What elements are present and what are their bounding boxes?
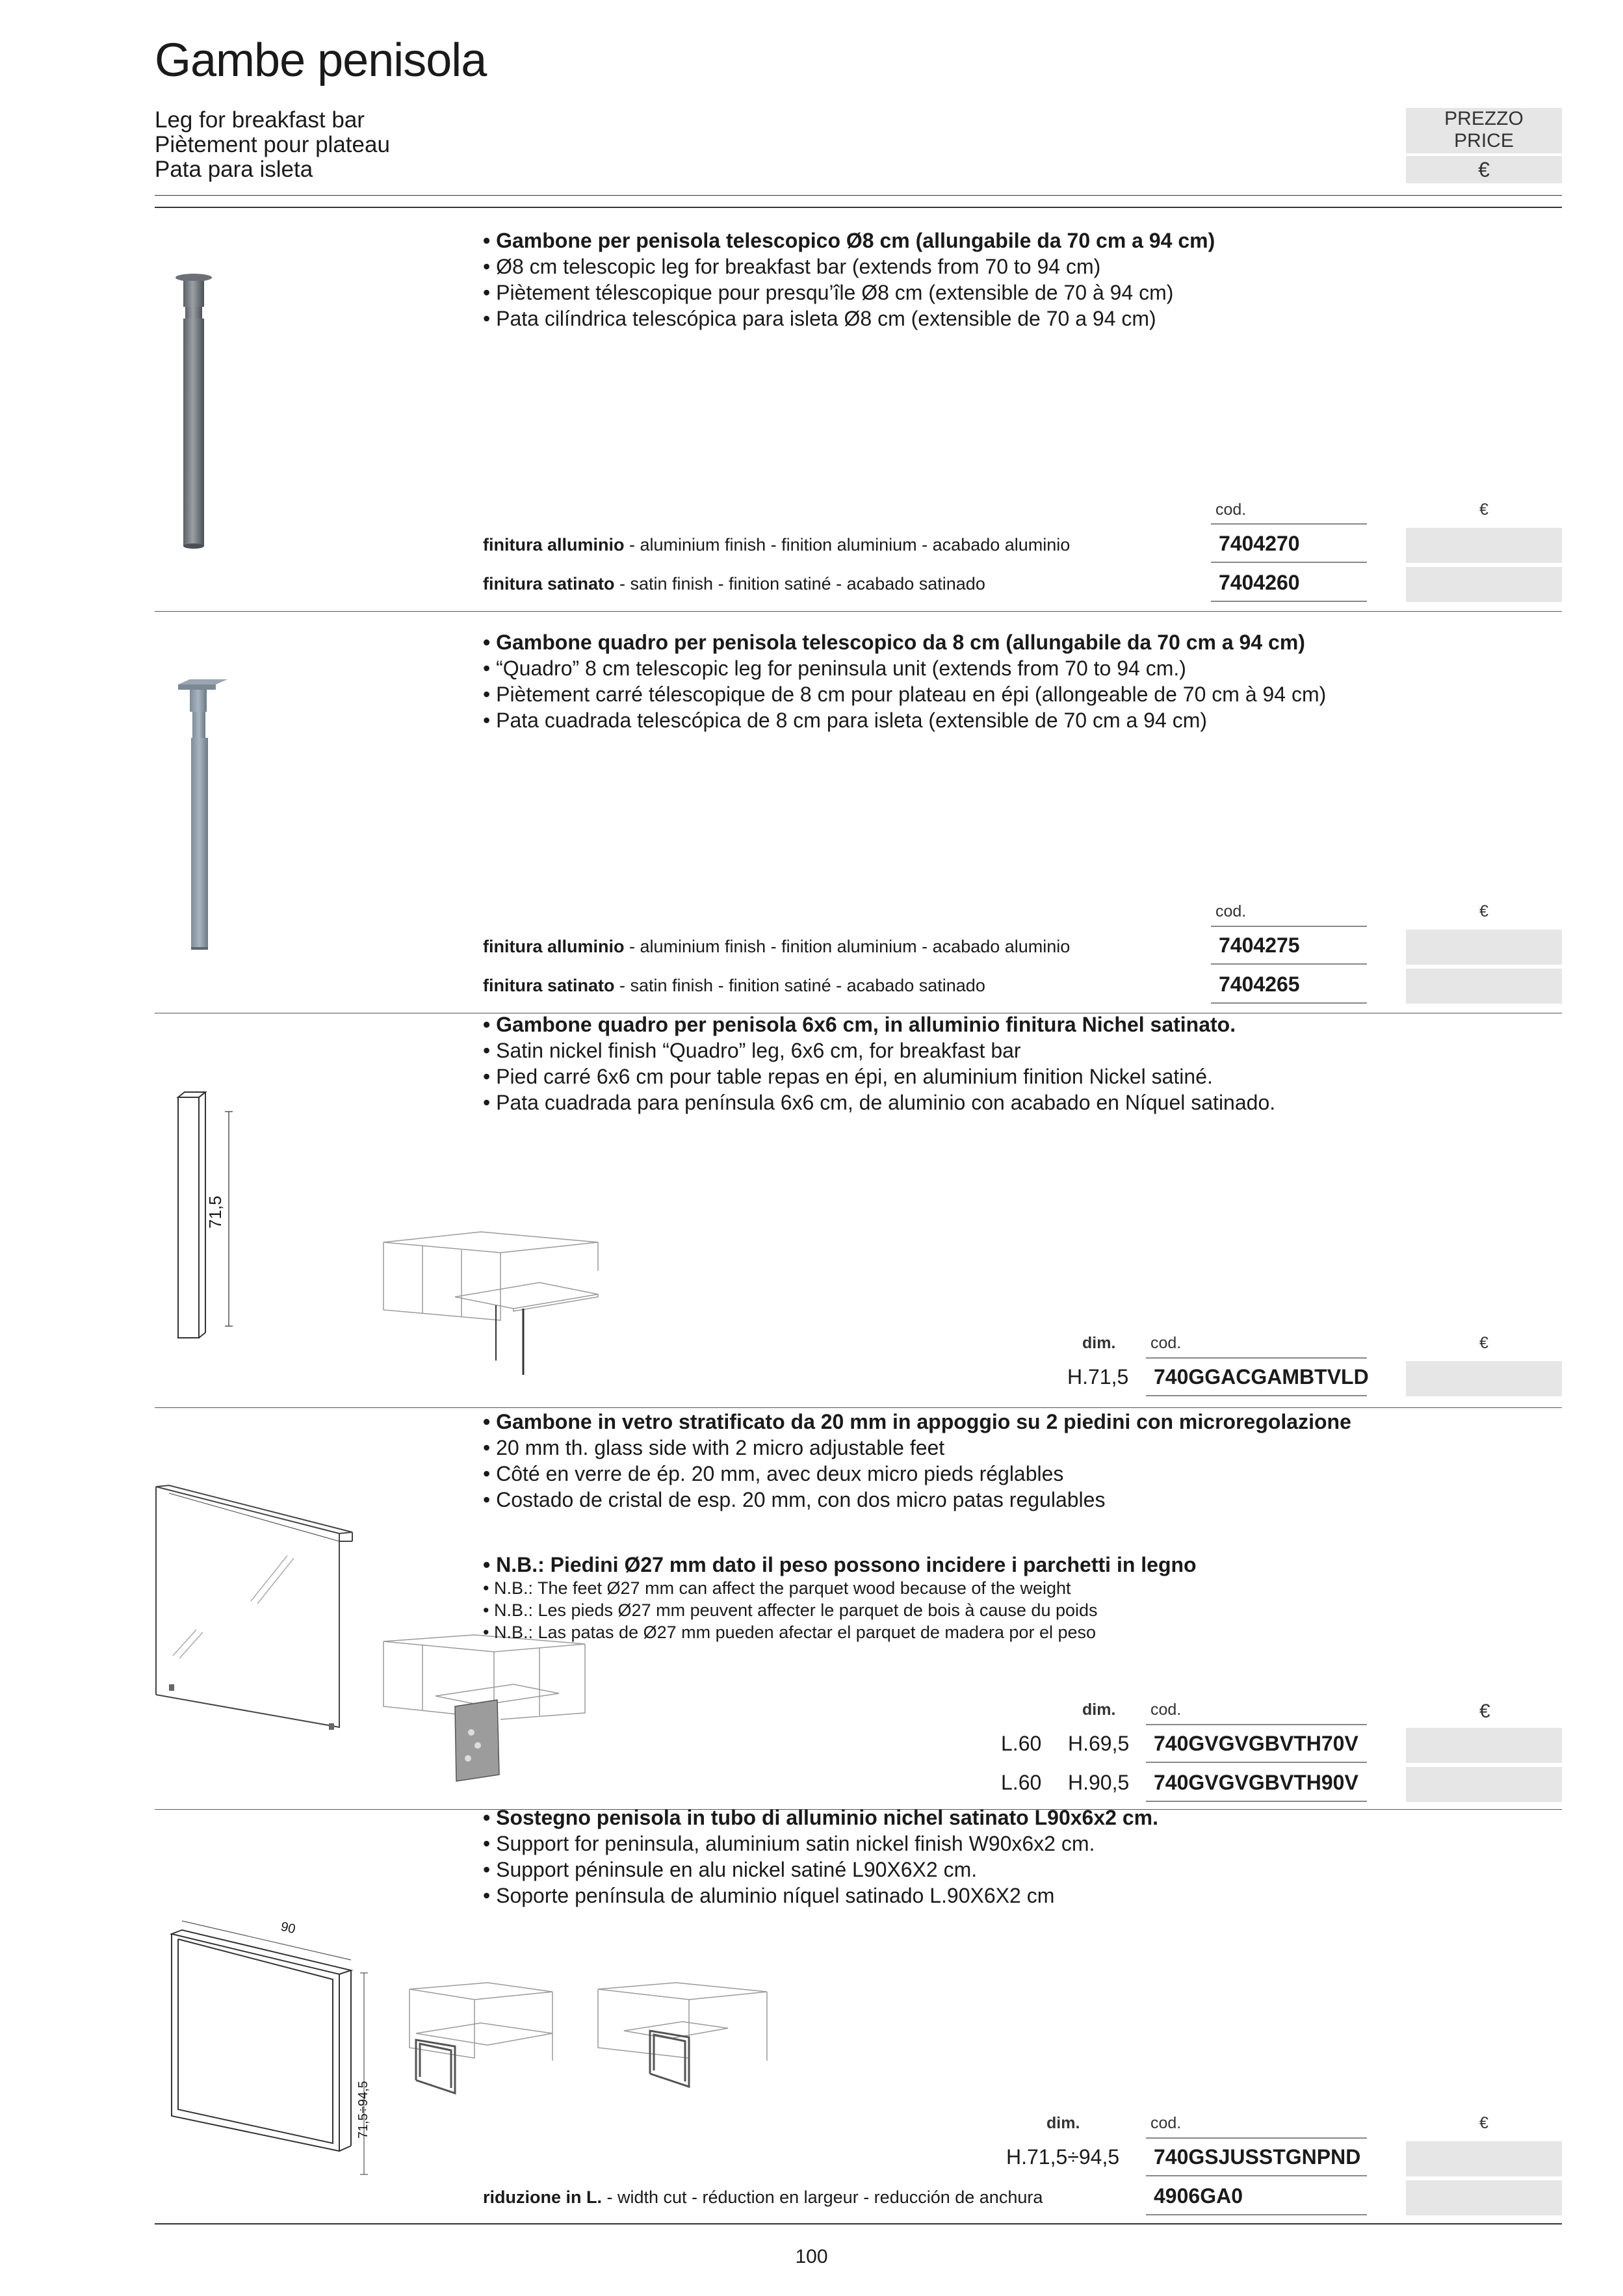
product-1-row-2-finish — [483, 574, 985, 594]
product-4-row-1-line — [1146, 1762, 1367, 1763]
product-5-row-2-code: 4906GA0 — [1154, 2184, 1243, 2208]
product-1-row-1-code: 7404270 — [1219, 532, 1300, 555]
product-4-row-2-line — [1146, 1801, 1367, 1802]
finish-rest: - aluminium finish - finition aluminium - acabado aluminio — [624, 535, 1071, 554]
peninsula-glass-desk-sketch — [383, 1635, 598, 1778]
product-3-row-1-price — [1406, 1361, 1562, 1396]
header-divider — [155, 195, 1562, 196]
product-2-euro-header: € — [1479, 902, 1488, 920]
product-5-bullet-it: • Sostegno penisola in tubo di alluminio nichel satinato L90x6x2 cm. — [483, 1806, 1158, 1829]
product-1-row-2-code: 7404260 — [1219, 571, 1300, 594]
product-3-bullet-fr: • Pied carré 6x6 cm pour table repas en épi, en aluminium finition Nickel satiné. — [483, 1065, 1213, 1088]
product-2-code-rule — [1211, 926, 1367, 927]
product-2-row-1-line — [1211, 963, 1367, 965]
product-4-note-fr: • N.B.: Les pieds Ø27 mm peuvent affecter le parquet de bois à cause du poids — [483, 1600, 1098, 1620]
product-3-bullet-en: • Satin nickel finish “Quadro” leg, 6x6 cm, for breakfast bar — [483, 1039, 1021, 1062]
product-1-bullet-it: • Gambone per penisola telescopico Ø8 cm (allungabile da 70 cm a 94 cm) — [483, 229, 1215, 252]
product-5-row-1-code: 740GSJUSSTGNPND — [1154, 2145, 1361, 2169]
price-header-en: PRICE — [1454, 130, 1514, 151]
product-4-bullet-it: • Gambone in vetro stratificato da 20 mm in appoggio su 2 piedini con microregolazione — [483, 1410, 1351, 1433]
product-5-description — [483, 1805, 1158, 1909]
price-header-it: PREZZO — [1444, 108, 1524, 129]
product-2-description — [483, 629, 1326, 733]
product-2-row-1-finish — [483, 937, 1070, 957]
finish-rest: - aluminium finish - finition aluminium - acabado aluminio — [624, 937, 1071, 956]
product-3-row-1-dim: H.71,5 — [1067, 1365, 1129, 1389]
page-title: Gambe penisola — [155, 34, 487, 86]
product-5-bullet-fr: • Support péninsule en alu nickel satiné L90X6X2 cm. — [483, 1858, 978, 1881]
product-4-note-title-wrap — [483, 1552, 1197, 1578]
product-1-row-1-line — [1211, 562, 1367, 563]
product-2-bullet-es: • Pata cuadrada telescópica de 8 cm para isleta (extensible de 70 cm a 94 cm) — [483, 709, 1208, 732]
product-4-note-en: • N.B.: The feet Ø27 mm can affect the parquet wood because of the weight — [483, 1578, 1071, 1598]
product-3-description — [483, 1011, 1275, 1115]
product-1-bullet-en: • Ø8 cm telescopic leg for breakfast bar (extends from 70 to 94 cm) — [483, 255, 1101, 278]
product-4-bullet-fr: • Côté en verre de ép. 20 mm, avec deux micro pieds réglables — [483, 1462, 1064, 1485]
product-5-bullet-en: • Support for peninsula, aluminium satin nickel finish W90x6x2 cm. — [483, 1832, 1095, 1855]
product-2-row-1-price — [1406, 930, 1562, 965]
finish-rest: - width cut - réduction en largeur - reducción de anchura — [602, 2187, 1043, 2207]
product-5-row-2-finish — [483, 2187, 1043, 2208]
peninsula-desk-sketch-1 — [383, 1232, 604, 1375]
product-4-row-1-dim-l: L.60 — [1001, 1732, 1042, 1755]
price-header-currency: € — [1406, 156, 1562, 183]
subtitle-es: Pata para isleta — [155, 157, 313, 182]
product-3-bullet-es: • Pata cuadrada para península 6x6 cm, de aluminio con acabado en Níquel satinado. — [483, 1091, 1276, 1114]
product-3-dim-header: dim. — [1082, 1334, 1116, 1352]
section-divider — [155, 611, 1562, 612]
product-1-code-rule — [1211, 523, 1367, 525]
product-4-row-1-code: 740GVGVGBVTH70V — [1154, 1732, 1358, 1755]
peninsula-support-desk-sketches — [403, 1983, 767, 2119]
product-1-row-2-line — [1211, 601, 1367, 602]
product-4-note-title: • N.B.: Piedini Ø27 mm dato il peso possono incidere i parchetti in legno — [483, 1553, 1197, 1576]
product-2-cod-header: cod. — [1215, 902, 1247, 920]
subtitle-fr: Piètement pour plateau — [155, 132, 390, 157]
product-1-bullet-es: • Pata cilíndrica telescópica para isleta Ø8 cm (extensible de 70 a 94 cm) — [483, 307, 1156, 330]
product-3-euro-header: € — [1479, 1334, 1488, 1352]
product-2-row-1-code: 7404275 — [1219, 933, 1300, 957]
finish-bold: finitura satinato — [483, 976, 615, 995]
product-4-dim-header: dim. — [1082, 1701, 1116, 1719]
product-5-code-rule — [1146, 2137, 1367, 2139]
product-2-bullet-fr: • Piètement carré télescopique de 8 cm pour plateau en épi (allongeable de 70 cm à 94 cm) — [483, 683, 1327, 706]
product-1-row-1-price — [1406, 528, 1562, 563]
header-divider-2 — [155, 207, 1562, 208]
product-4-notes — [483, 1577, 1098, 1643]
product-4-row-2-code: 740GVGVGBVTH90V — [1154, 1771, 1358, 1794]
finish-bold: finitura alluminio — [483, 535, 625, 554]
product-4-bullet-es: • Costado de cristal de esp. 20 mm, con dos micro patas regulables — [483, 1488, 1106, 1511]
product-5-height-dimension: 71,5÷94,5 — [356, 2081, 370, 2139]
product-2-row-2-code: 7404265 — [1219, 972, 1300, 996]
product-5-width-dimension: 90 — [279, 1919, 297, 1937]
product-2-row-2-line — [1211, 1002, 1367, 1004]
product-5-bullet-es: • Soporte península de aluminio níquel satinado L.90X6X2 cm — [483, 1884, 1055, 1907]
product-4-euro-header: € — [1479, 1701, 1490, 1722]
finish-bold: finitura satinato — [483, 574, 615, 594]
peninsula-support-frame-drawing — [162, 1921, 396, 2181]
product-4-code-rule — [1146, 1724, 1367, 1725]
product-2-row-2-price — [1406, 969, 1562, 1004]
product-4-note-es: • N.B.: Las patas de Ø27 mm pueden afectar el parquet de madera por el peso — [483, 1623, 1097, 1642]
subtitle-en: Leg for breakfast bar — [155, 107, 365, 133]
product-4-row-1-dim-h: H.69,5 — [1068, 1732, 1130, 1755]
product-1-euro-header: € — [1479, 501, 1488, 519]
square-telescopic-leg-image — [177, 679, 229, 959]
round-telescopic-leg-image — [175, 273, 214, 553]
glass-side-leg-drawing — [153, 1485, 355, 1732]
product-1-bullet-fr: • Piètement télescopique pour presqu’île Ø8 cm (extensible de 70 à 94 cm) — [483, 281, 1174, 304]
product-4-row-1-price — [1406, 1728, 1562, 1763]
finish-bold: riduzione in L. — [483, 2187, 602, 2207]
finish-bold: finitura alluminio — [483, 937, 625, 956]
product-4-cod-header: cod. — [1150, 1701, 1182, 1719]
finish-rest: - satin finish - finition satiné - acabado satinado — [614, 976, 985, 995]
product-1-row-2-price — [1406, 567, 1562, 602]
product-3-cod-header: cod. — [1150, 1334, 1182, 1352]
product-4-description — [483, 1409, 1351, 1513]
product-5-dim-header: dim. — [1046, 2114, 1080, 2132]
product-5-cod-header: cod. — [1150, 2114, 1182, 2132]
product-3-bullet-it: • Gambone quadro per penisola 6x6 cm, in alluminio finitura Nichel satinato. — [483, 1013, 1236, 1036]
footer-divider — [155, 2223, 1562, 2224]
product-2-bullet-it: • Gambone quadro per penisola telescopico da 8 cm (allungabile da 70 cm a 94 cm) — [483, 631, 1305, 654]
product-5-row-1-dim: H.71,5÷94,5 — [1006, 2145, 1120, 2169]
product-4-row-2-price — [1406, 1767, 1562, 1802]
finish-rest: - satin finish - finition satiné - acabado satinado — [614, 574, 985, 594]
product-3-row-1-code: 740GGACGAMBTVLD — [1154, 1365, 1369, 1389]
section-divider — [155, 1407, 1562, 1408]
product-5-euro-header: € — [1479, 2114, 1488, 2132]
product-1-row-1-finish — [483, 535, 1070, 555]
page-number: 100 — [795, 2246, 828, 2267]
product-1-cod-header: cod. — [1215, 501, 1247, 519]
product-1-description — [483, 228, 1215, 332]
product-3-row-1-line — [1146, 1395, 1367, 1396]
product-5-row-1-line — [1146, 2175, 1367, 2176]
product-5-row-1-price — [1406, 2141, 1562, 2176]
product-4-row-2-dim-h: H.90,5 — [1068, 1771, 1130, 1794]
product-4-row-2-dim-l: L.60 — [1001, 1771, 1042, 1794]
product-5-row-2-line — [1146, 2214, 1367, 2215]
product-4-bullet-en: • 20 mm th. glass side with 2 micro adjustable feet — [483, 1436, 945, 1459]
product-2-bullet-en: • “Quadro” 8 cm telescopic leg for peninsula unit (extends from 70 to 94 cm.) — [483, 657, 1186, 680]
product-2-row-2-finish — [483, 976, 985, 996]
price-header — [1406, 108, 1562, 153]
product-3-code-rule — [1146, 1357, 1367, 1359]
product-5-row-2-price — [1406, 2180, 1562, 2215]
dimension-label: 71,5 — [205, 1195, 225, 1229]
